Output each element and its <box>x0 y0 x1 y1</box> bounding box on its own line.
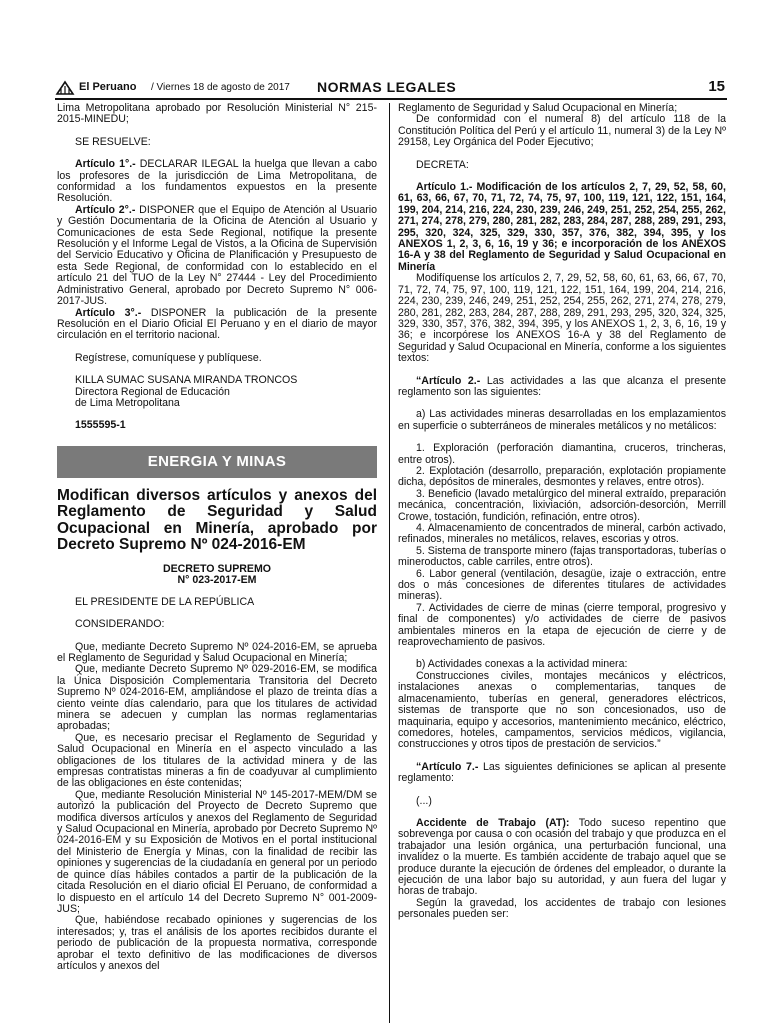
signer-role: Directora Regional de Educación <box>75 385 230 398</box>
article-headline: Modifican diversos artículos y anexos del Reglamento de Seguridad y Salud Ocupacional en Minería, aprobado por Decreto Supremo Nº 024-2016-EM <box>57 486 377 554</box>
president-line: EL PRESIDENTE DE LA REPÚBLICA <box>75 595 255 608</box>
list-item: 4. Almacenamiento de concentrados de mineral, carbón activado, refinados, minerales no metálicos, relaves, escorias y otros. <box>398 522 726 546</box>
paragraph: Que, habiéndose recabado opiniones y sugerencias de los interesados; y, tras el análisis de los aportes recibidos durante el periodo de publicación de la propuesta normativa, corresponde aprobar el texto definitivo de las modificaciones de diversos artículos y anexos del <box>57 914 377 972</box>
list-heading: b) Actividades conexas a la actividad minera: <box>416 658 628 671</box>
ellipsis: (...) <box>416 794 432 807</box>
paragraph: Que, mediante Decreto Supremo Nº 029-2016-EM, se modifica la Única Disposición Complementaria Transitoria del Decreto Supremo Nº 024-2016-EM, ampliándose el plazo de treinta días a ciento veinte días calendario, para que los titulares de actividad minera se adecuen y cumplan las normas reglamentarias aprobadas; <box>57 663 377 733</box>
right-column <box>398 103 726 921</box>
paragraph: Que, mediante Decreto Supremo Nº 024-2016-EM, se aprueba el Reglamento de Seguridad y Salud Ocupacional en Minería; <box>57 640 377 664</box>
section-title: NORMAS LEGALES <box>317 79 457 95</box>
resolve-heading: SE RESUELVE: <box>75 135 151 148</box>
definition <box>398 818 726 898</box>
article-1 <box>57 159 377 205</box>
list-item: 3. Beneficio (lavado metalúrgico del mineral extraído, preparación mecánica, concentración, lixiviación, adsorción-desorción, Merrill Crowe, tostación, fundición, refinación, entre otros). <box>398 487 726 523</box>
decree-type: DECRETO SUPREMO <box>162 562 272 575</box>
article-label: “Artículo 2.- <box>416 374 481 387</box>
decreta-heading: DECRETA: <box>416 158 469 171</box>
article-2 <box>398 376 726 399</box>
definition-text: Todo suceso repentino que sobrevenga por causa o con ocasión del trabajo y que produzca en el trabajador una lesión orgánica, una perturbación funcional, una invalidez o la muerte. Es también accidente de trabajo aquel que se produce durante la ejecución de órdenes del empleador, o durante la ejecución de una labor bajo su autoridad, y aun fuera del lugar y horas de trabajo. <box>398 816 726 898</box>
article-1-heading-text: Artículo 1.- Modificación de los artículos 2, 7, 29, 52, 58, 60, 61, 63, 66, 67, 70, 71, 72, 74, 75, 97, 100, 119, 121, 122, 151, 164, 199, 204, 214, 216, 224, 230, 239, 246, 249, 251, 252, 254, 255, 262, 271, 274, 278, 279, 280, 281, 282, 283, 284, 287, 288, 289, 291, 293, 295, 320, 324, 325, 329, 330, 357, 376, 382, 394, 395, y los ANEXOS 1, 2, 3, 6, 16, 19 y 36; e incorporación de los ANEXOS 16-A y 38 del Reglamento de Seguridad y Salud Ocupacional en Minería <box>398 181 726 273</box>
decree-title <box>57 564 377 586</box>
article-text: Las actividades a las que alcanza el presente reglamento son las siguientes: <box>398 374 727 398</box>
article-text: DISPONER la publicación de la presente Resolución en el Diario Oficial El Peruano y en el diario de mayor circulación en el territorio nacional. <box>57 306 377 342</box>
left-column <box>57 103 377 972</box>
list-heading: a) Las actividades mineras desarrolladas en los emplazamientos en superficie o subterráneos de minerales metálicos y no metálicos: <box>398 408 726 432</box>
publication-date: / Viernes 18 de agosto de 2017 <box>151 82 290 93</box>
list-item: 2. Explotación (desarrollo, preparación, explotación propiamente dicha, depósitos de minerales, desmontes y relaves, entre otros). <box>398 464 726 489</box>
article-label: Artículo 2°.- <box>75 203 136 216</box>
list-item: 7. Actividades de cierre de minas (cierre temporal, progresivo y final de componentes) y/o actividades de cierre de pasivos ambientales mineros en la etapa de ejecución de cierre y de reaprovechamiento de pasivos. <box>398 601 726 649</box>
el-peruano-logo <box>55 80 75 96</box>
article-1-heading <box>398 182 726 273</box>
paragraph: Según la gravedad, los accidentes de trabajo con lesiones personales pueden ser: <box>398 896 726 921</box>
page-number: 15 <box>708 78 725 95</box>
article-text: DISPONER que el Equipo de Atención al Usuario y Gestión Documentaria de la Oficina de Atención al Usuario y Comunicaciones de esta Sede Regional, notifique la presente Resolución y el Informe Legal de Vistos, a la Oficina de Supervisión del Servicio Educativo y Oficina de Planificación y Presupuesto de esta Sede Regional, de conformidad con lo establecido en el artículo 21 del TUO de la Ley N° 27444 - Ley del Procedimiento Administrativo General, aprobado por Decreto Supremo N° 006-2017-JUS. <box>57 203 377 308</box>
column-divider <box>389 103 390 1023</box>
considerando-heading: CONSIDERANDO: <box>75 618 165 631</box>
article-label: “Artículo 7.- <box>416 760 479 773</box>
definition-term: Accidente de Trabajo (AT): <box>416 816 570 829</box>
article-text: Las siguientes definiciones se aplican al presente reglamento: <box>398 760 726 785</box>
paragraph: Lima Metropolitana aprobado por Resolución Ministerial N° 215-2015-MINEDU; <box>57 102 377 126</box>
article-3 <box>57 308 377 342</box>
paragraph: De conformidad con el numeral 8) del artículo 118 de la Constitución Política del Perú y el artículo 11, numeral 3) de la Ley Nº 29158, Ley Orgánica del Poder Ejecutivo; <box>398 113 726 149</box>
document-code <box>57 420 377 431</box>
decree-number: N° 023-2017-EM <box>177 573 257 586</box>
article-text: DECLARAR ILEGAL la huelga que llevan a cabo los profesores de la jurisdicción de Lima Metropolitana, de conformidad a los fundamentos expuestos en la presente Resolución. <box>57 158 377 205</box>
list-item: 6. Labor general (ventilación, desagüe, izaje o extracción, entre dos o más concesiones de diferentes titulares de actividades mineras). <box>398 567 726 603</box>
list-item: 5. Sistema de transporte minero (fajas transportadoras, tuberías o mineroductos, cable carriles, entre otros). <box>398 544 726 569</box>
article-label: Artículo 1°.- <box>75 158 136 171</box>
paragraph: Que, mediante Resolución Ministerial Nº 145-2017-MEM/DM se autorizó la publicación del Proyecto de Decreto Supremo que modifica diversos artículos y anexos del Reglamento de Seguridad y Salud Ocupacional en Minería, aprobado por Decreto Supremo Nº 024-2016-EM y su Exposición de Motivos en el portal institucional del Ministerio de Energía y Minas, con la finalidad de recibir las opiniones y sugerencias de la ciudadanía en general por un periodo de quince días hábiles contados a partir de la publicación de la citada Resolución en el diario oficial El Peruano, de conformidad a lo dispuesto en el artículo 14 del Decreto Supremo N° 001-2009-JUS; <box>57 788 377 915</box>
signer-place: de Lima Metropolitana <box>75 396 180 409</box>
closing-formula: Regístrese, comuníquese y publíquese. <box>75 351 262 364</box>
paragraph: Reglamento de Seguridad y Salud Ocupacional en Minería; <box>398 102 678 114</box>
article-2 <box>57 205 377 308</box>
publication-name: El Peruano <box>79 81 137 93</box>
signer-name: KILLA SUMAC SUSANA MIRANDA TRONCOS <box>75 374 298 387</box>
document-code-text: 1555595-1 <box>75 419 126 432</box>
paragraph: Que, es necesario precisar el Reglamento de Seguridad y Salud Ocupacional en Minería en el aspecto vinculado a las obligaciones de los titulares de la actividad minera y de las empresas contratistas mineras a fin de coadyuvar al cumplimiento de las obligaciones en éste contenidas; <box>57 731 377 790</box>
header-rule <box>55 98 727 100</box>
paragraph: Modifíquense los artículos 2, 7, 29, 52, 58, 60, 61, 63, 66, 67, 70, 71, 72, 74, 75, 97, 100, 119, 121, 122, 151, 164, 199, 204, 214, 216, 224, 230, 239, 246, 249, 251, 252, 254, 255, 262, 271, 274, 278, 279, 280, 281, 282, 283, 284, 287, 288, 289, 291, 293, 295, 320, 324, 325, 329, 330, 357, 376, 382, 394, 395, y los ANEXOS 1, 2, 3, 6, 16, 19 y 36; e incorpórese los ANEXOS 16-A y 38 del Reglamento de Seguridad y Salud Ocupacional en Minería, conforme a los siguientes textos: <box>398 272 726 365</box>
paragraph: Construcciones civiles, montajes mecánicos y eléctricos, instalaciones anexas o complementarias, tanques de almacenamiento, tuberías en general, generadores eléctricos, sistemas de transporte que no son concesionados, uso de maquinaria, equipo y accesorios, mantenimiento mecánico, eléctrico, comedores, hoteles, campamentos, servicios médicos, vigilancia, construcciones y otros tipos de prestación de servicios.” <box>398 669 726 751</box>
list-item: 1. Exploración (perforación diamantina, cruceros, trincheras, entre otros). <box>398 442 726 466</box>
page-header <box>55 78 727 100</box>
section-banner: ENERGIA Y MINAS <box>57 446 377 478</box>
article-label: Artículo 3°.- <box>75 306 142 319</box>
article-7 <box>398 762 726 785</box>
